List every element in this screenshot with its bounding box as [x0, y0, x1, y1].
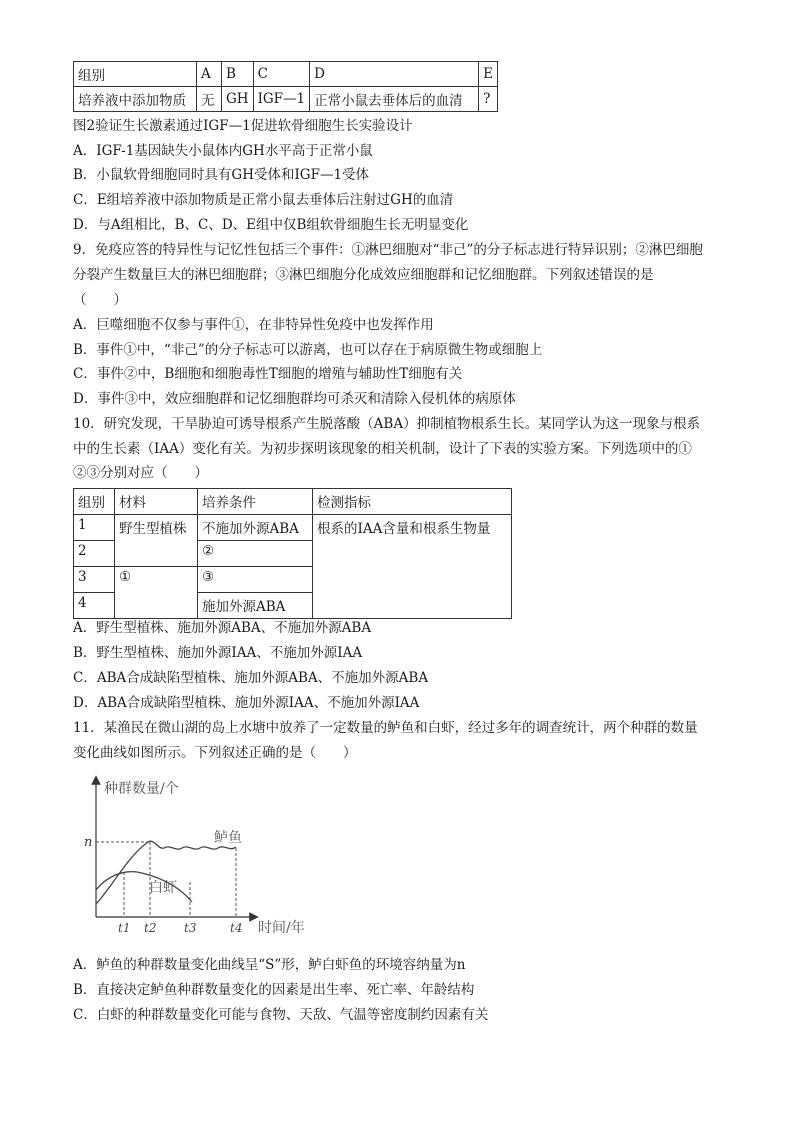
q9-stem: 9．免疫应答的特异性与记忆性包括三个事件：①淋巴细胞对“非己”的分子标志进行特异识别；②淋巴细胞 [73, 242, 703, 258]
table-cell: E [479, 62, 498, 87]
table-cell: 2 [74, 541, 115, 567]
table-row [74, 515, 512, 541]
table-cell: 野生型植株 [115, 515, 198, 567]
t3-tick-label: t3 [184, 921, 197, 935]
q11-option-c: C．白虾的种群数量变化可能与食物、天敌、气温等密度制约因素有关 [73, 1007, 489, 1023]
q10-option-c: C．ABA合成缺陷型植株、施加外源ABA、不施加外源ABA [73, 670, 429, 686]
q10-option-b: B．野生型植株、施加外源IAA、不施加外源IAA [73, 645, 363, 661]
t4-tick-label: t4 [230, 921, 243, 935]
table-cell: 正常小鼠去垂体后的血清 [310, 87, 479, 112]
q11-stem: 11．某渔民在微山湖的岛上水塘中放养了一定数量的鲈鱼和白虾，经过多年的调查统计，两个种群的数量 [73, 720, 698, 736]
table-cell: ③ [198, 567, 313, 593]
table-row [74, 87, 498, 112]
q8-option-a: A．IGF-1基因缺失小鼠体内GH水平高于正常小鼠 [73, 143, 373, 159]
y-axis-label: 种群数量/个 [104, 781, 179, 797]
q10-stem: ②③分别对应（ ） [73, 465, 208, 481]
table-cell: B [222, 62, 254, 87]
table-cell: 培养条件 [198, 489, 313, 515]
q9-option-d: D．事件③中，效应细胞群和记忆细胞群均可杀灭和清除入侵机体的病原体 [73, 391, 516, 407]
table-cell: 培养液中添加物质 [74, 87, 197, 112]
perch-label: 鲈鱼 [214, 830, 242, 846]
q8-option-d: D．与A组相比，B、C、D、E组中仅B组软骨细胞生长无明显变化 [73, 217, 469, 233]
q9-option-c: C．事件②中，B细胞和细胞毒性T细胞的增殖与辅助性T细胞有关 [73, 366, 463, 382]
q9-option-b: B．事件①中，“非己”的分子标志可以游离，也可以存在于病原微生物或细胞上 [73, 342, 543, 358]
q10-option-a: A．野生型植株、施加外源ABA、不施加外源ABA [73, 620, 372, 636]
population-graph [82, 772, 322, 942]
t1-tick-label: t1 [118, 921, 131, 935]
q9-answer-blank: （ ） [73, 292, 127, 308]
table-cell: 1 [74, 515, 115, 541]
q10-option-d: D．ABA合成缺陷型植株、施加外源IAA、不施加外源IAA [73, 695, 420, 711]
table-cell: 根系的IAA含量和根系生物量 [313, 515, 512, 619]
table-cell: 3 [74, 567, 115, 593]
table-cell: C [253, 62, 310, 87]
q11-stem: 变化曲线如图所示。下列叙述正确的是（ ） [73, 745, 357, 761]
table-cell: 材料 [115, 489, 198, 515]
table-cell: 不施加外源ABA [198, 515, 313, 541]
table-cell: 无 [197, 87, 222, 112]
table-cell: ? [479, 87, 498, 112]
t2-tick-label: t2 [144, 921, 157, 935]
q8-option-c: C．E组培养液中添加物质是正常小鼠去垂体后注射过GH的血清 [73, 192, 454, 208]
table-header-row [74, 489, 512, 515]
q10-stem: 10．研究发现，干旱胁迫可诱导根系产生脱落酸（ABA）抑制植物根系生长。某同学认为这一现象与根系 [73, 416, 701, 432]
q10-stem: 中的生长素（IAA）变化有关。为初步探明该现象的相关机制，设计了下表的实验方案。下列选项中的① [73, 441, 692, 457]
x-axis-label: 时间/年 [258, 920, 305, 936]
table-cell: 施加外源ABA [198, 593, 313, 619]
q8-option-b: B．小鼠软骨细胞同时具有GH受体和IGF—1受体 [73, 167, 370, 183]
table-cell: ① [115, 567, 198, 619]
table-cell: 组别 [74, 62, 197, 87]
table-cell: D [310, 62, 479, 87]
aba-experiment-table [73, 488, 512, 619]
q9-stem: 分裂产生数量巨大的淋巴细胞群；③淋巴细胞分化成效应细胞群和记忆细胞群。下列叙述错误的是 [73, 267, 654, 283]
table-cell: 4 [74, 593, 115, 619]
table-cell: GH [222, 87, 254, 112]
figure-caption: 图2验证生长激素通过IGF—1促进软骨细胞生长实验设计 [73, 118, 413, 134]
shrimp-label: 白虾 [149, 880, 177, 896]
table-cell: 检测指标 [313, 489, 512, 515]
q11-option-a: A．鲈鱼的种群数量变化曲线呈“S”形，鲈白虾鱼的环境容纳量为n [73, 957, 466, 973]
q11-option-b: B．直接决定鲈鱼种群数量变化的因素是出生率、死亡率、年龄结构 [73, 982, 475, 998]
q9-option-a: A．巨噬细胞不仅参与事件①，在非特异性免疫中也发挥作用 [73, 317, 434, 333]
table-cell: ② [198, 541, 313, 567]
n-label: n [84, 835, 93, 850]
table-cell: A [197, 62, 222, 87]
growth-hormone-table [73, 61, 498, 112]
table-cell: IGF—1 [253, 87, 310, 112]
table-cell: 组别 [74, 489, 115, 515]
table-header-row [74, 62, 498, 87]
